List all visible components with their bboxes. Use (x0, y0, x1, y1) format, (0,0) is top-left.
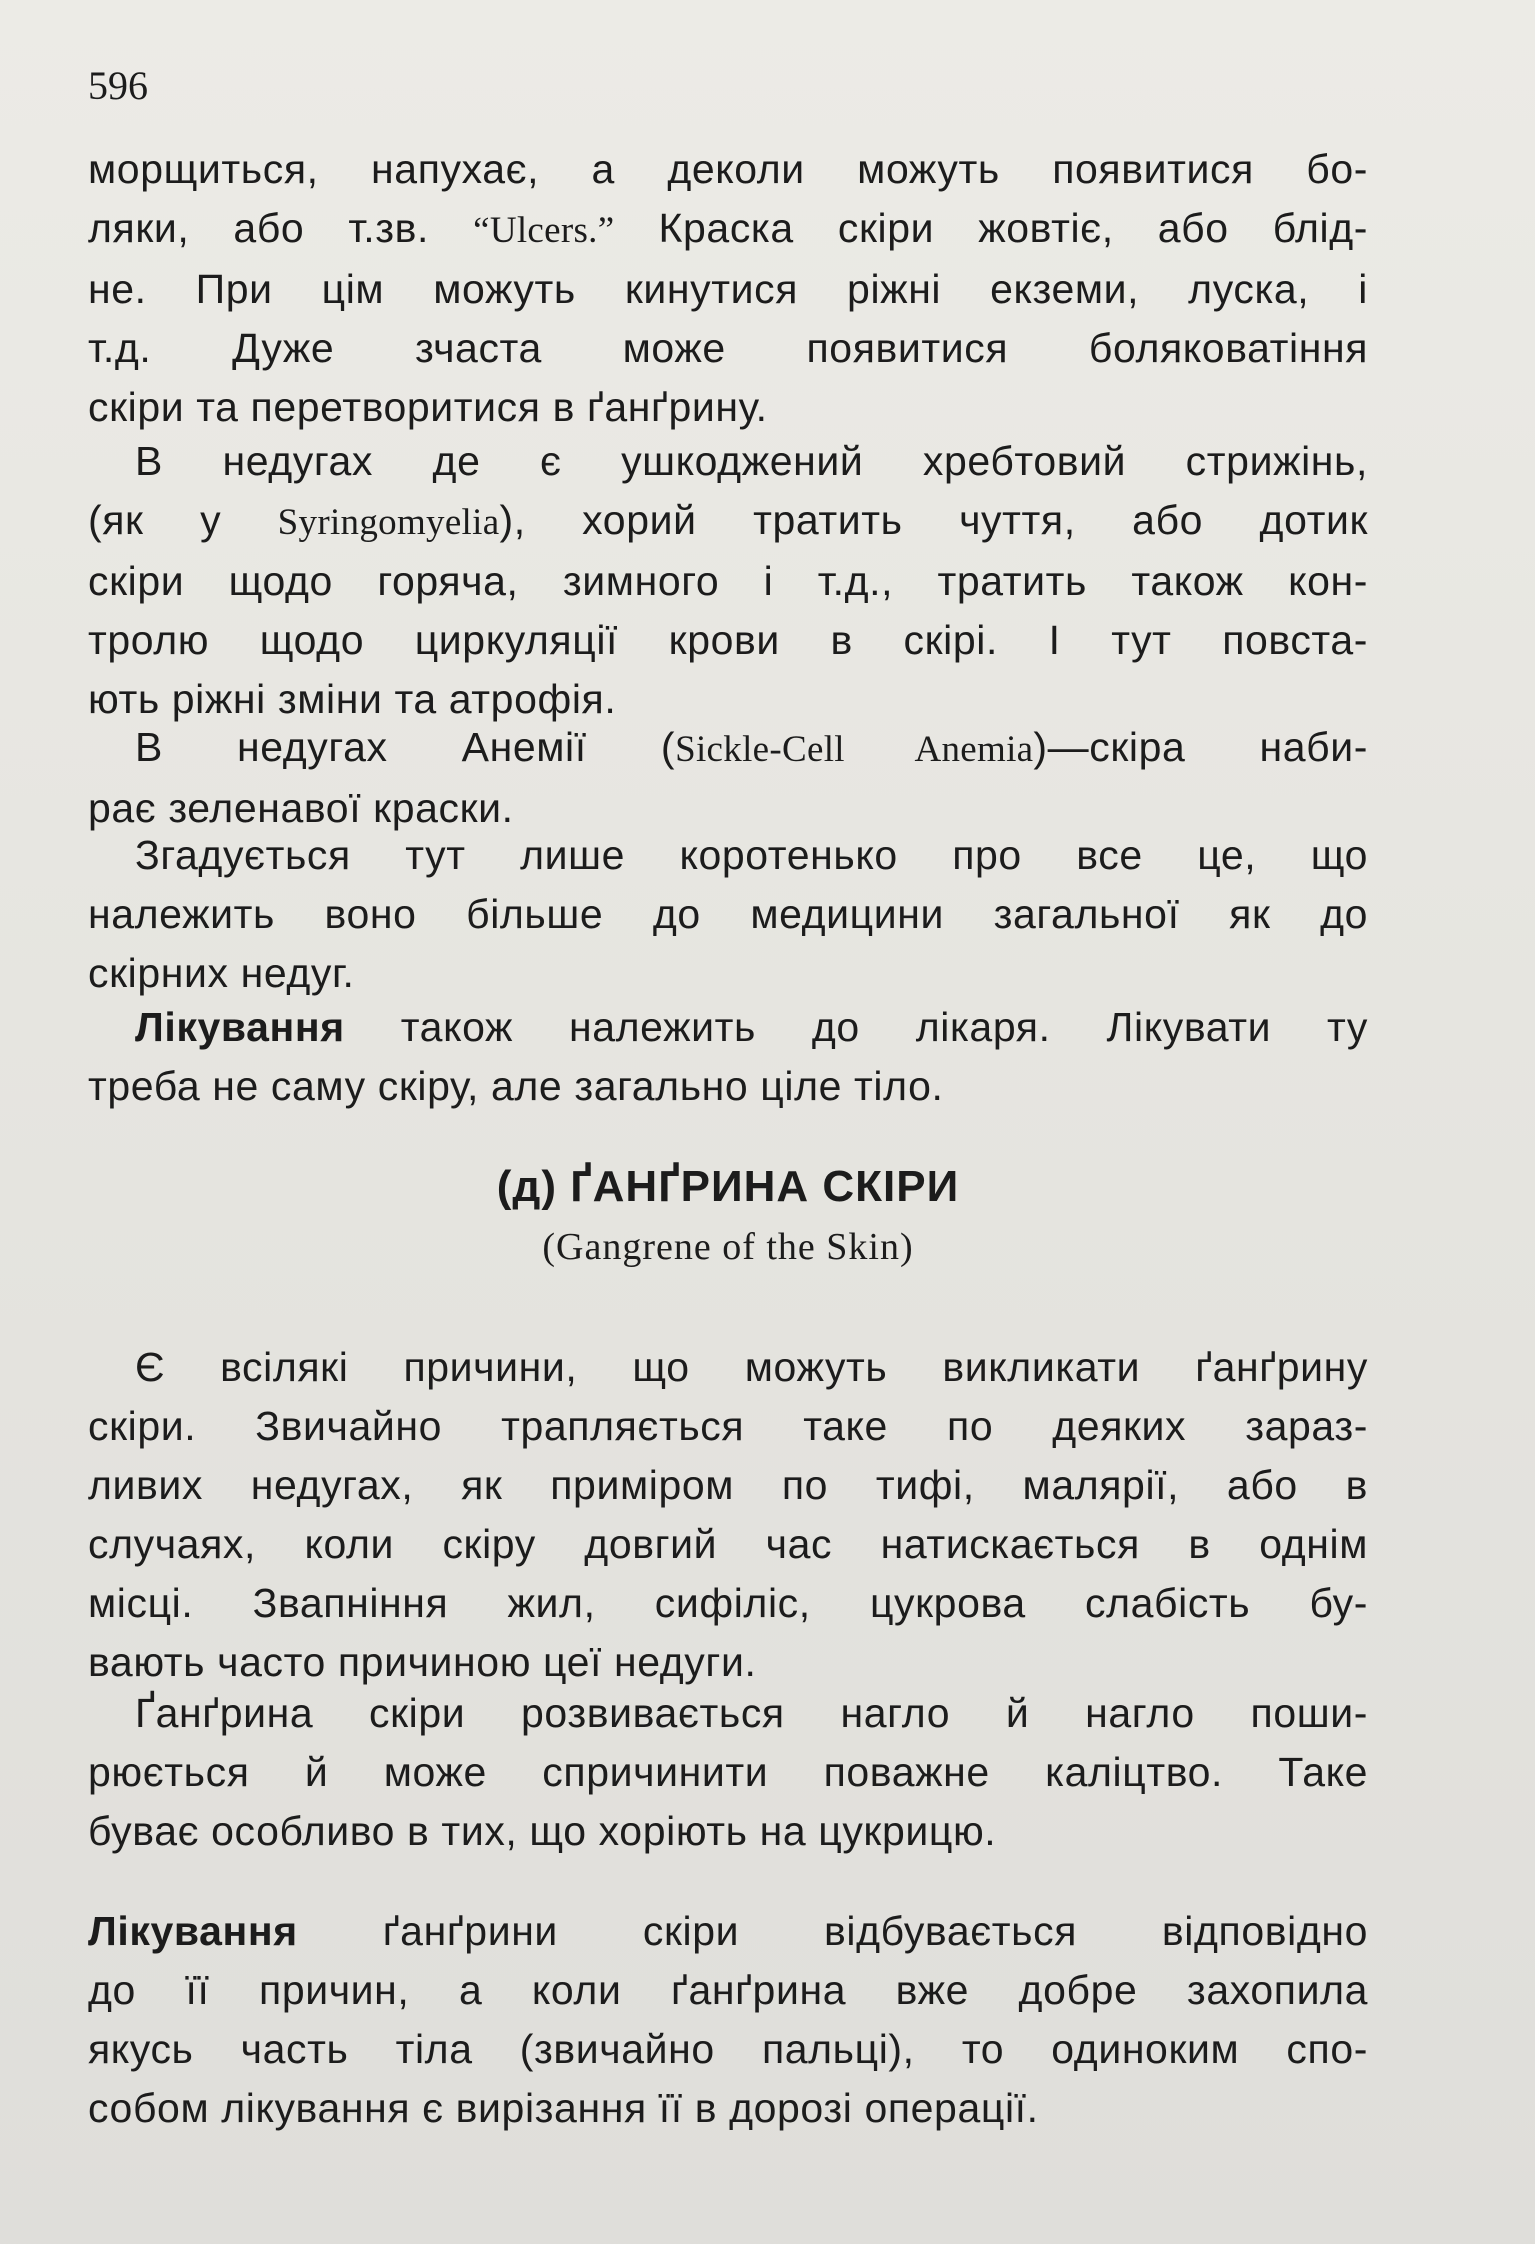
latin-term-sickle-cell-anemia: Sickle-Cell Anemia (675, 729, 1034, 770)
paragraph-6 (88, 1338, 1368, 1692)
text-line: належить воно більше до медицини загальної як до (88, 891, 1368, 937)
text-line: ливих недугах, як примірoм по тифі, малярії, або в (88, 1462, 1368, 1508)
text-line: рає зеленавої краски. (88, 785, 514, 831)
paragraph-1 (88, 140, 1368, 437)
text-line: собом лікування є вирізання її в дорозі операції. (88, 2085, 1039, 2131)
latin-term-syringomyelia: Syringomyelia (277, 502, 500, 543)
section-heading: (д) ҐАНҐРИНА СКІРИ (496, 1162, 960, 1211)
text-line: ляки, або т.зв. “Ulcers.” Краска скіри жовтіє, або блід- (88, 205, 1368, 251)
text-line: морщиться, напухає, а деколи можуть появитися бо- (88, 146, 1368, 192)
page-number: 596 (88, 63, 148, 108)
bold-term-treatment: Лікування (135, 1004, 345, 1050)
text-line: тролю щодо циркуляції крови в скірі. І тут повста- (88, 617, 1368, 663)
section-subheading: (Gangrene of the Skin) (542, 1226, 914, 1268)
text-line: вають часто причиною цеї недуги. (88, 1639, 757, 1685)
text-line: т.д. Дуже зчаста може появитися боляковатіння (88, 325, 1368, 371)
text-line: Є всілякі причини, що можуть викликати ґанґрину (135, 1344, 1368, 1390)
text-line: не. При цім можуть кинутися ріжні екземи, луска, і (88, 266, 1368, 312)
latin-term-ulcers: “Ulcers.” (473, 210, 615, 251)
text-line: місці. Звапніння жил, сифіліс, цукрова слабість бу- (88, 1580, 1368, 1626)
text-line: (як у Syringomyelia), хорий тратить чуття, або дотик (88, 497, 1368, 543)
paragraph-7 (88, 1684, 1368, 1861)
paragraph-8 (88, 1902, 1368, 2138)
text-line: Лікування також належить до лікаря. Лікувати ту (135, 1004, 1368, 1050)
text-line: В недугах де є ушкоджений хребтовий стрижінь, (135, 438, 1368, 484)
paragraph-4 (88, 826, 1368, 1003)
paragraph-3 (88, 718, 1368, 838)
text-line: скірних недуг. (88, 950, 355, 996)
bold-term-treatment: Лікування (88, 1908, 298, 1954)
text-line: скіри щодо горяча, зимного і т.д., тратить також кон- (88, 558, 1368, 604)
text-line: Ґанґрина скіри розвивається нагло й нагло поши- (135, 1690, 1368, 1736)
text-line: В недугах Анемії (Sickle-Cell Anemia)—скіра наби- (135, 724, 1368, 770)
text-line: скіри та перетворитися в ґанґрину. (88, 384, 768, 430)
text-line: до її причин, а коли ґанґрина вже добре захопила (88, 1967, 1368, 2013)
text-line: ють ріжні зміни та атрофія. (88, 676, 617, 722)
text-line: скіри. Звичайно трапляється таке по деяких зараз- (88, 1403, 1368, 1449)
text-line: рюється й може спричинити поважне каліцтво. Таке (88, 1749, 1368, 1795)
text-line: треба не саму скіру, але загально ціле тіло. (88, 1063, 944, 1109)
text-line: Згадується тут лише коротенько про все це, що (135, 832, 1368, 878)
text-line: Лікування ґанґрини скіри відбувається відповідно (88, 1908, 1368, 1954)
text-line: случаях, коли скіру довгий час натискається в однім (88, 1521, 1368, 1567)
text-line: якусь часть тіла (звичайно пальці), то одиноким спо- (88, 2026, 1368, 2072)
text-line: буває особливо в тих, що хоріють на цукрицю. (88, 1808, 997, 1854)
paragraph-2 (88, 432, 1368, 729)
paragraph-5 (88, 998, 1368, 1116)
